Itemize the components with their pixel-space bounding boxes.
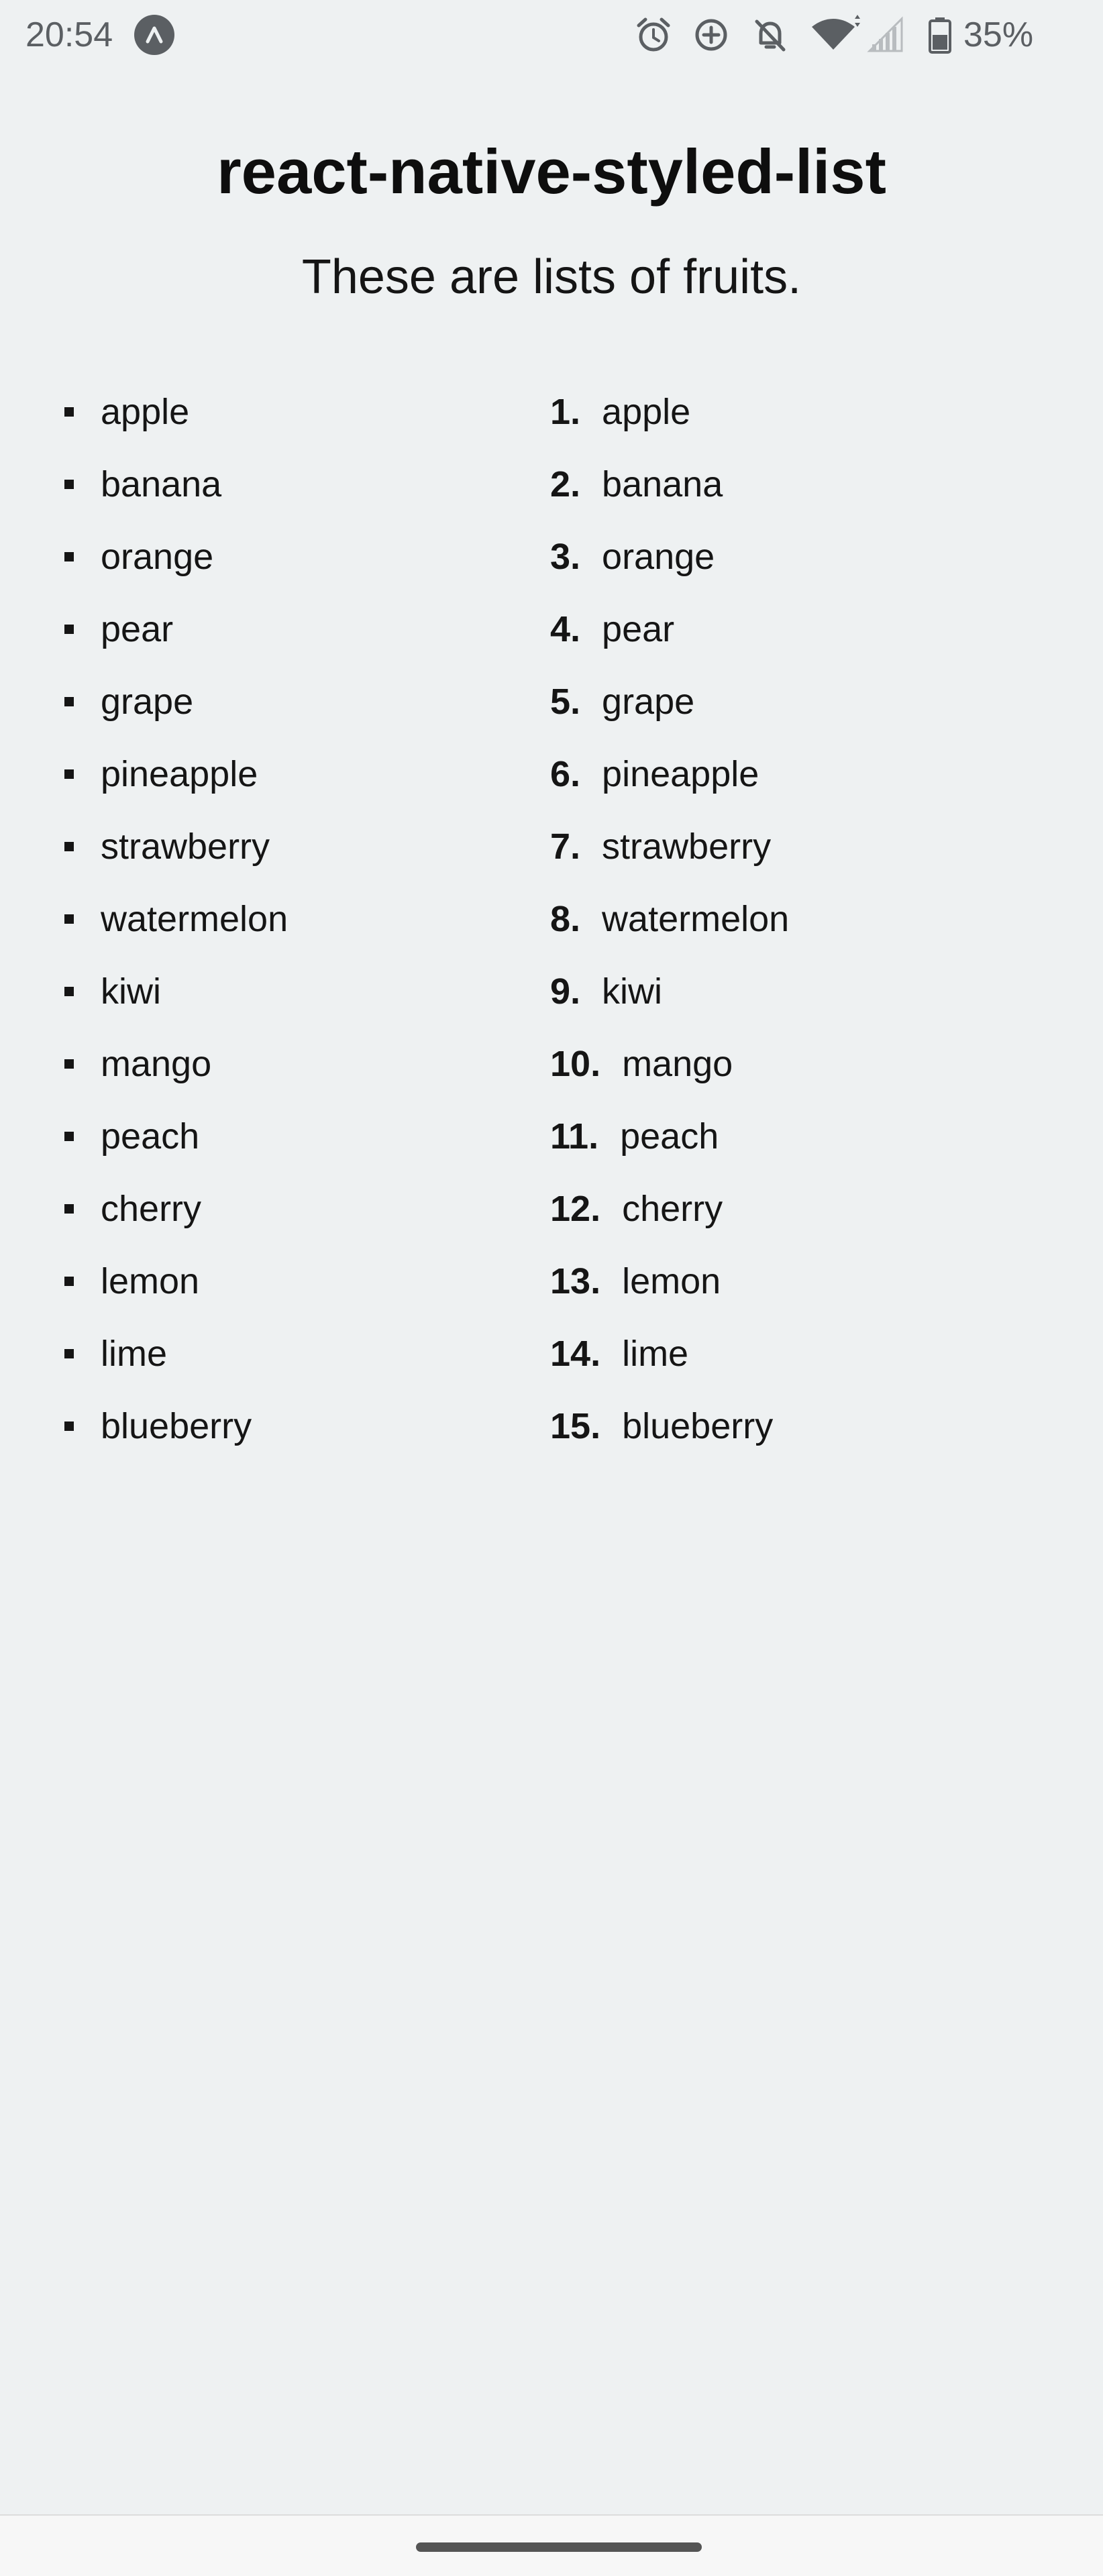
list-item-label: grape (101, 682, 194, 722)
square-bullet-icon (64, 1349, 74, 1358)
numbered-list-item (550, 1028, 1073, 1100)
numbered-list-item (550, 376, 1073, 448)
list-item-label: mango (101, 1044, 212, 1084)
list-item-label: pineapple (101, 754, 258, 794)
navigation-bar (0, 2514, 1103, 2576)
bullet-list-item (62, 1100, 531, 1173)
notifications-off-icon (750, 15, 790, 55)
numbered-list-item (550, 1390, 1073, 1462)
bullet-list-item (62, 665, 531, 738)
battery-percentage: 35% (963, 15, 1034, 54)
list-number: 4. (550, 609, 581, 649)
list-number: 6. (550, 754, 581, 794)
numbered-list-item (550, 1318, 1073, 1390)
page-subtitle: These are lists of fruits. (301, 250, 802, 304)
list-item-label: kiwi (602, 971, 663, 1012)
list-item-label: kiwi (101, 971, 161, 1012)
square-bullet-icon (64, 1132, 74, 1141)
list-number: 5. (550, 682, 581, 722)
list-item-label: lemon (622, 1261, 721, 1301)
bullet-list-item (62, 448, 531, 521)
numbered-list-item (550, 665, 1073, 738)
bullet-list-item (62, 1028, 531, 1100)
list-item-label: lemon (101, 1261, 200, 1301)
list-item-label: blueberry (622, 1406, 774, 1446)
list-number: 7. (550, 826, 581, 867)
numbered-list-item (550, 810, 1073, 883)
numbered-list-item (550, 1245, 1073, 1318)
square-bullet-icon (64, 1277, 74, 1286)
list-item-label: grape (602, 682, 695, 722)
bullet-list-item (62, 1318, 531, 1390)
list-item-label: banana (602, 464, 723, 504)
square-bullet-icon (64, 480, 74, 489)
list-number: 13. (550, 1261, 601, 1301)
list-item-label: watermelon (602, 899, 790, 939)
square-bullet-icon (64, 1421, 74, 1431)
home-gesture-handle[interactable] (416, 2542, 702, 2552)
numbered-list-item (550, 1100, 1073, 1173)
list-item-label: pineapple (602, 754, 759, 794)
numbered-list-item (550, 593, 1073, 665)
list-item-label: blueberry (101, 1406, 252, 1446)
square-bullet-icon (64, 1059, 74, 1069)
square-bullet-icon (64, 625, 74, 634)
numbered-list (550, 376, 1073, 1462)
list-item-label: strawberry (101, 826, 270, 867)
list-item-label: orange (101, 537, 214, 577)
list-number: 2. (550, 464, 581, 504)
list-number: 9. (550, 971, 581, 1012)
bullet-list-item (62, 883, 531, 955)
list-item-label: orange (602, 537, 715, 577)
bullet-list-item (62, 738, 531, 810)
list-item-label: lime (622, 1334, 689, 1374)
app-badge-icon (134, 15, 174, 55)
numbered-list-item (550, 448, 1073, 521)
list-number: 12. (550, 1189, 601, 1229)
square-bullet-icon (64, 842, 74, 851)
wifi-icon (808, 15, 861, 55)
list-item-label: pear (101, 609, 174, 649)
list-item-label: peach (620, 1116, 719, 1157)
battery-icon (926, 15, 955, 55)
bullet-list-item (62, 1245, 531, 1318)
bullet-list-item (62, 1173, 531, 1245)
numbered-list-item (550, 738, 1073, 810)
square-bullet-icon (64, 407, 74, 417)
bullet-list-item (62, 376, 531, 448)
list-item-label: pear (602, 609, 675, 649)
list-number: 15. (550, 1406, 601, 1446)
list-item-label: peach (101, 1116, 200, 1157)
square-bullet-icon (64, 1204, 74, 1214)
numbered-list-item (550, 955, 1073, 1028)
list-number: 11. (550, 1116, 599, 1157)
list-item-label: cherry (101, 1189, 202, 1229)
alarm-icon (633, 15, 674, 55)
numbered-list-item (550, 1173, 1073, 1245)
signal-icon (865, 15, 906, 55)
list-item-label: apple (101, 392, 190, 432)
list-number: 10. (550, 1044, 601, 1084)
list-item-label: strawberry (602, 826, 772, 867)
square-bullet-icon (64, 914, 74, 924)
square-bullet-icon (64, 987, 74, 996)
list-number: 1. (550, 392, 581, 432)
data-saver-icon (691, 15, 731, 55)
square-bullet-icon (64, 769, 74, 779)
bullet-list-item (62, 1390, 531, 1462)
bullet-list (62, 376, 531, 1462)
numbered-list-item (550, 883, 1073, 955)
list-number: 8. (550, 899, 581, 939)
square-bullet-icon (64, 697, 74, 706)
list-number: 14. (550, 1334, 601, 1374)
bullet-list-item (62, 810, 531, 883)
page-title: react-native-styled-list (217, 136, 886, 207)
bullet-list-item (62, 521, 531, 593)
numbered-list-item (550, 521, 1073, 593)
list-item-label: mango (622, 1044, 733, 1084)
list-number: 3. (550, 537, 581, 577)
status-bar (0, 0, 1103, 70)
status-time: 20:54 (25, 15, 113, 54)
list-item-label: lime (101, 1334, 168, 1374)
bullet-list-item (62, 955, 531, 1028)
bullet-list-item (62, 593, 531, 665)
list-item-label: banana (101, 464, 222, 504)
square-bullet-icon (64, 552, 74, 561)
list-item-label: cherry (622, 1189, 723, 1229)
list-item-label: watermelon (101, 899, 288, 939)
list-item-label: apple (602, 392, 691, 432)
